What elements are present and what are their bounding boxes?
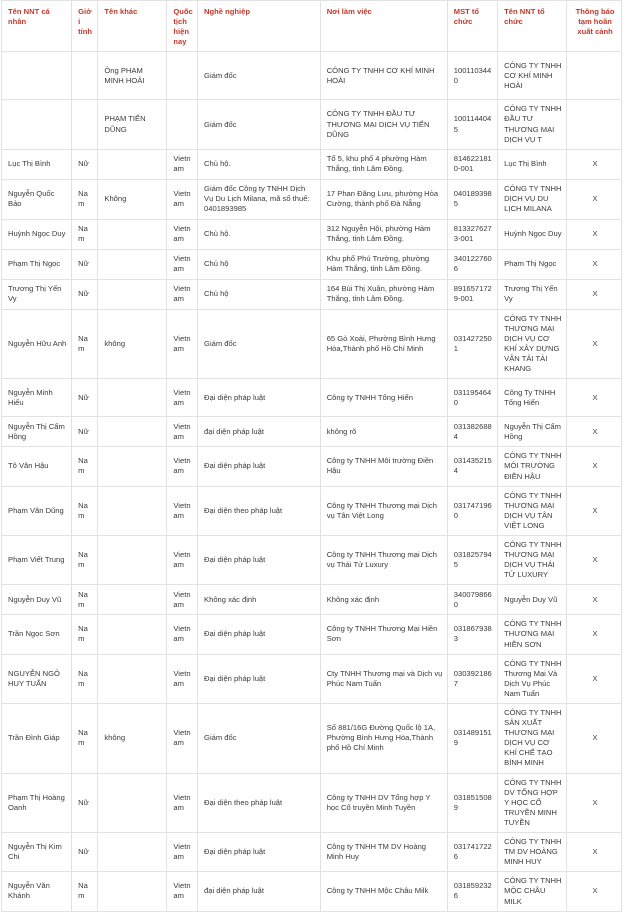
cell-org-name: CÔNG TY TNHH THƯƠNG MẠI DỊCH VỤ THÁI TỬ LUXURY [498,535,567,584]
cell-gender: Nữ [72,279,98,309]
cell-org-tax-id: 1001103440 [447,52,497,100]
cell-occupation: Đại diện pháp luật [198,535,321,584]
cell-org-name: CÔNG TY TNHH MỘC CHÂU MILK [498,872,567,911]
cell-other-name [98,219,167,249]
cell-org-name: CÔNG TY TNHH THƯƠNG MẠI DỊCH VỤ TÂN VIỆT LONG [498,486,567,535]
cell-exit-deferral-notice: X [567,773,622,832]
table-row [2,486,622,535]
cell-org-name: CÔNG TY TNHH THƯƠNG MẠI HIỀN SƠN [498,615,567,654]
cell-gender: Nam [72,535,98,584]
cell-individual-name [2,52,72,100]
cell-other-name: không [98,309,167,379]
cell-org-tax-id: 0317417226 [447,833,497,872]
cell-org-tax-id: 8133276273-001 [447,219,497,249]
cell-gender: Nữ [72,773,98,832]
cell-other-name: Không [98,179,167,219]
cell-workplace: CÔNG TY TNHH ĐẦU TƯ THƯƠNG MẠI DỊCH VỤ TIẾN DŨNG [320,100,447,149]
table-row [2,833,622,872]
cell-nationality: Vietnam [167,654,198,703]
cell-exit-deferral-notice: X [567,149,622,179]
cell-individual-name: Nguyễn Quốc Bảo [2,179,72,219]
cell-gender: Nữ [72,833,98,872]
cell-org-name: Nguyễn Thị Cẩm Hồng [498,417,567,447]
cell-occupation: Giám đốc [198,704,321,774]
cell-org-name: CÔNG TY TNHH CƠ KHÍ MINH HOÀI [498,52,567,100]
cell-individual-name: Nguyễn Minh Hiếu [2,379,72,417]
cell-exit-deferral-notice: X [567,249,622,279]
cell-nationality: Vietnam [167,417,198,447]
cell-exit-deferral-notice: X [567,615,622,654]
table-row [2,52,622,100]
cell-occupation: Đại diện pháp luật [198,447,321,486]
cell-nationality: Vietnam [167,585,198,615]
cell-gender: Nam [72,486,98,535]
cell-org-tax-id: 3401227606 [447,249,497,279]
table-row [2,417,622,447]
cell-individual-name: Huỳnh Ngọc Duy [2,219,72,249]
cell-occupation: Chủ hộ. [198,219,321,249]
cell-exit-deferral-notice: X [567,309,622,379]
cell-org-tax-id: 0401893985 [447,179,497,219]
cell-other-name: không [98,704,167,774]
cell-occupation: Chủ hộ. [198,149,321,179]
cell-exit-deferral-notice: X [567,872,622,911]
cell-org-tax-id: 8146221810-001 [447,149,497,179]
cell-org-name: CÔNG TY TNHH SẢN XUẤT THƯƠNG MẠI DỊCH VỤ CƠ KHÍ CHẾ TẠO BÌNH MINH [498,704,567,774]
cell-nationality: Vietnam [167,535,198,584]
cell-other-name [98,249,167,279]
cell-gender: Nam [72,872,98,911]
cell-occupation: Giám đốc [198,309,321,379]
cell-nationality: Vietnam [167,872,198,911]
cell-org-name: Phạm Thị Ngọc [498,249,567,279]
cell-workplace: Công ty TNHH Thương mại Dịch vụ Thái Tử Luxury [320,535,447,584]
cell-nationality: Vietnam [167,773,198,832]
table-row [2,179,622,219]
cell-other-name: PHẠM TIẾN DŨNG [98,100,167,149]
cell-org-name: CÔNG TY TNHH TM DV HOÀNG MINH HUY [498,833,567,872]
cell-gender: Nữ [72,417,98,447]
cell-org-tax-id: 8916571729-001 [447,279,497,309]
cell-org-tax-id: 3400798660 [447,585,497,615]
cell-org-tax-id: 0314891519 [447,704,497,774]
cell-other-name [98,654,167,703]
cell-occupation: Đại diện pháp luật [198,833,321,872]
cell-individual-name: Nguyễn Duy Vũ [2,585,72,615]
cell-other-name [98,447,167,486]
cell-nationality: Vietnam [167,379,198,417]
cell-exit-deferral-notice: X [567,219,622,249]
cell-nationality: Vietnam [167,704,198,774]
cell-occupation: đại diện pháp luật [198,872,321,911]
cell-org-name: CÔNG TY TNHH ĐẦU TƯ THƯƠNG MẠI DỊCH VỤ T [498,100,567,149]
cell-occupation: Đại diện theo pháp luật [198,486,321,535]
cell-individual-name: Lục Thị Bình [2,149,72,179]
cell-org-name: CÔNG TY TNHH Thương Mại Và Dịch Vụ Phúc Nam Tuấn [498,654,567,703]
cell-org-tax-id: 0318592326 [447,872,497,911]
cell-workplace: CÔNG TY TNHH CƠ KHÍ MINH HOÀI [320,52,447,100]
cell-exit-deferral-notice: X [567,279,622,309]
cell-individual-name: Trần Đình Giáp [2,704,72,774]
cell-org-name: CÔNG TY TNHH DV TỔNG HỢP Y HỌC CỔ TRUYỀN MINH TUYỀN [498,773,567,832]
header-other-name: Tên khác [98,1,167,52]
cell-other-name [98,417,167,447]
cell-workplace: Khu phố Phú Trường, phường Hàm Thắng, tỉnh Lâm Đồng. [320,249,447,279]
cell-gender [72,100,98,149]
cell-individual-name: Phạm Văn Dũng [2,486,72,535]
cell-other-name [98,379,167,417]
table-header-row [2,1,622,52]
cell-workplace: Công ty TNHH TM DV Hoàng Minh Huy [320,833,447,872]
cell-workplace: Số 881/16G Đường Quốc lộ 1A, Phường Bình Hưng Hòa,Thành phố Hồ Chí Minh [320,704,447,774]
cell-other-name [98,535,167,584]
cell-exit-deferral-notice [567,52,622,100]
cell-exit-deferral-notice: X [567,417,622,447]
cell-individual-name: Phạm Viết Trung [2,535,72,584]
table-row [2,615,622,654]
cell-individual-name: Nguyễn Thị Cẩm Hồng [2,417,72,447]
cell-exit-deferral-notice: X [567,654,622,703]
table-row [2,654,622,703]
cell-occupation: Không xác định [198,585,321,615]
cell-workplace: không rõ [320,417,447,447]
cell-exit-deferral-notice: X [567,447,622,486]
cell-workplace: Công ty TNHH Tổng Hiển [320,379,447,417]
table-row [2,309,622,379]
table-row [2,249,622,279]
cell-exit-deferral-notice: X [567,585,622,615]
cell-occupation: Giám đốc [198,52,321,100]
cell-workplace: Công ty TNHH Thương mại Dịch vụ Tân Việt Long [320,486,447,535]
cell-org-tax-id: 0318257945 [447,535,497,584]
cell-org-name: Huỳnh Ngọc Duy [498,219,567,249]
cell-exit-deferral-notice: X [567,535,622,584]
table-row [2,535,622,584]
cell-other-name [98,615,167,654]
cell-workplace: Công ty TNHH Thương Mại Hiền Sơn [320,615,447,654]
cell-exit-deferral-notice: X [567,179,622,219]
cell-individual-name: Trương Thị Yến Vy [2,279,72,309]
cell-other-name [98,833,167,872]
cell-occupation: Đại diện pháp luật [198,654,321,703]
cell-workplace: Công ty TNHH Môi trường Điền Hậu [320,447,447,486]
table-row [2,704,622,774]
cell-exit-deferral-notice: X [567,704,622,774]
cell-workplace: Công ty TNHH DV Tổng hợp Y học Cổ truyền Minh Tuyền [320,773,447,832]
cell-gender [72,52,98,100]
cell-individual-name [2,100,72,149]
cell-nationality: Vietnam [167,486,198,535]
cell-org-name: CÔNG TY TNHH THƯƠNG MẠI DỊCH VỤ CƠ KHÍ XÂY DỰNG VẬN TẢI TÀI KHANG [498,309,567,379]
cell-org-name: Công Ty TNHH Tổng Hiển [498,379,567,417]
cell-occupation: Đại diện pháp luật [198,379,321,417]
cell-other-name [98,279,167,309]
cell-occupation: Đại diện pháp luật [198,615,321,654]
cell-nationality: Vietnam [167,219,198,249]
cell-other-name: Ông PHẠM MINH HOÀI [98,52,167,100]
cell-gender: Nữ [72,249,98,279]
tax-deferral-table [1,0,622,912]
table-row [2,773,622,832]
cell-gender: Nam [72,447,98,486]
cell-individual-name: NGUYỄN NGÔ HUY TUẤN [2,654,72,703]
cell-org-name: CÔNG TY TNHH DỊCH VỤ DU LỊCH MILANA [498,179,567,219]
cell-individual-name: Trần Ngọc Sơn [2,615,72,654]
cell-nationality [167,100,198,149]
cell-occupation: Chủ hộ [198,279,321,309]
cell-nationality: Vietnam [167,309,198,379]
cell-org-tax-id: 0314272501 [447,309,497,379]
cell-org-name: CÔNG TY TNHH MÔI TRƯỜNG ĐIỀN HẬU [498,447,567,486]
cell-gender: Nam [72,704,98,774]
cell-org-tax-id: 0318679383 [447,615,497,654]
cell-workplace: 17 Phan Đăng Lưu, phường Hòa Cường, thành phố Đà Nẵng [320,179,447,219]
cell-exit-deferral-notice [567,100,622,149]
cell-workplace: 65 Gò Xoài, Phường Bình Hưng Hòa,Thành phố Hồ Chí Minh [320,309,447,379]
header-exit-deferral-notice: Thông báo tạm hoãn xuất cảnh [567,1,622,52]
table-body [2,52,622,911]
cell-nationality: Vietnam [167,279,198,309]
cell-other-name [98,773,167,832]
cell-nationality: Vietnam [167,447,198,486]
table-row [2,379,622,417]
cell-org-tax-id: 0317471960 [447,486,497,535]
cell-gender: Nam [72,615,98,654]
cell-gender: Nữ [72,149,98,179]
cell-org-name: Trương Thị Yến Vy [498,279,567,309]
cell-exit-deferral-notice: X [567,833,622,872]
cell-individual-name: Phạm Thị Hoàng Oanh [2,773,72,832]
header-nationality: Quốc tịch hiện nay [167,1,198,52]
cell-workplace: Cty TNHH Thương mại và Dịch vụ Phúc Nam Tuấn [320,654,447,703]
cell-org-tax-id: 0311954640 [447,379,497,417]
header-org-tax-id: MST tổ chức [447,1,497,52]
cell-gender: Nam [72,585,98,615]
cell-nationality: Vietnam [167,149,198,179]
cell-occupation: Chủ hộ [198,249,321,279]
cell-workplace: 164 Bùi Thị Xuân, phường Hàm Thắng, tỉnh Lâm Đồng. [320,279,447,309]
table-row [2,100,622,149]
table-row [2,219,622,249]
cell-other-name [98,486,167,535]
cell-exit-deferral-notice: X [567,486,622,535]
cell-exit-deferral-notice: X [567,379,622,417]
header-individual-name: Tên NNT cá nhân [2,1,72,52]
cell-nationality: Vietnam [167,249,198,279]
cell-occupation: đại diện pháp luật [198,417,321,447]
table-row [2,149,622,179]
cell-occupation: Đại diện theo pháp luật [198,773,321,832]
cell-gender: Nữ [72,379,98,417]
cell-gender: Nam [72,654,98,703]
cell-individual-name: Nguyễn Thị Kim Chi [2,833,72,872]
header-workplace: Nơi làm việc [320,1,447,52]
cell-nationality: Vietnam [167,833,198,872]
table-row [2,585,622,615]
cell-org-name: Nguyễn Duy Vũ [498,585,567,615]
cell-org-tax-id: 0303921867 [447,654,497,703]
header-gender: Giới tính [72,1,98,52]
cell-org-tax-id: 0313826884 [447,417,497,447]
cell-nationality: Vietnam [167,615,198,654]
cell-workplace: 312 Nguyễn Hội, phường Hàm Thắng, tỉnh Lâm Đồng. [320,219,447,249]
cell-nationality: Vietnam [167,179,198,219]
cell-other-name [98,149,167,179]
cell-individual-name: Nguyễn Văn Khánh [2,872,72,911]
cell-workplace: Công ty TNHH Mộc Châu Milk [320,872,447,911]
cell-workplace: Tổ 5, khu phố 4 phường Hàm Thắng, tỉnh Lâm Đồng. [320,149,447,179]
table-row [2,447,622,486]
cell-occupation: Giám đốc [198,100,321,149]
cell-individual-name: Tô Văn Hậu [2,447,72,486]
cell-workplace: Không xác định [320,585,447,615]
cell-nationality [167,52,198,100]
cell-org-tax-id: 1001144045 [447,100,497,149]
cell-individual-name: Phạm Thị Ngọc [2,249,72,279]
table-row [2,279,622,309]
cell-individual-name: Nguyễn Hữu Anh [2,309,72,379]
cell-other-name [98,585,167,615]
cell-org-tax-id: 0314352154 [447,447,497,486]
cell-org-tax-id: 0318515089 [447,773,497,832]
cell-gender: Nam [72,309,98,379]
cell-gender: Nam [72,179,98,219]
header-org-name: Tên NNT tổ chức [498,1,567,52]
cell-gender: Nam [72,219,98,249]
header-occupation: Nghề nghiệp [198,1,321,52]
cell-occupation: Giám đốc Công ty TNHH Dịch Vụ Du Lịch Milana, mã số thuế: 0401893985 [198,179,321,219]
cell-org-name: Lục Thị Bình [498,149,567,179]
